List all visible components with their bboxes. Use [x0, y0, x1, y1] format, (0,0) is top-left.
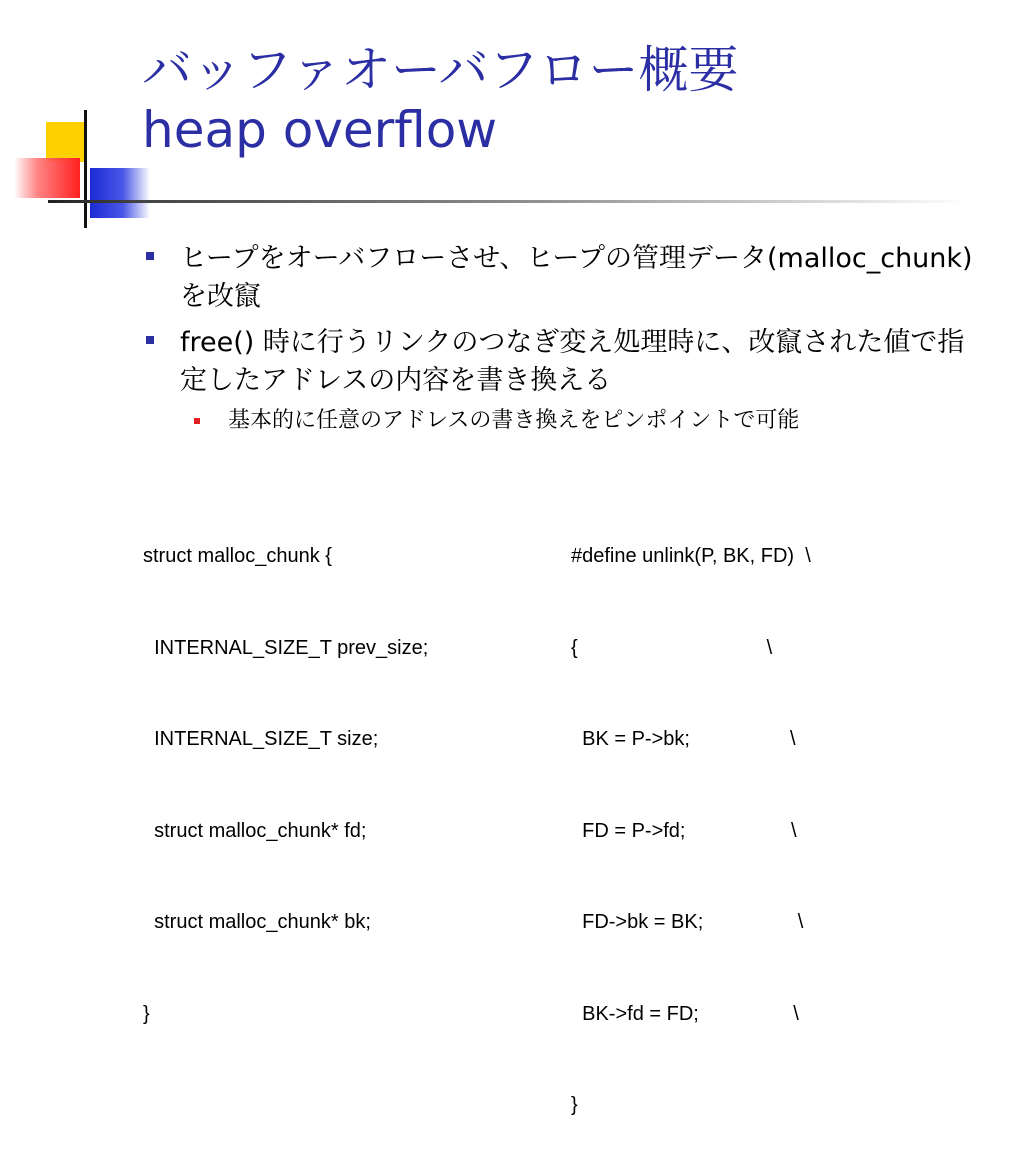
title-line-1: バッファオーバフロー概要	[142, 41, 739, 99]
title-divider	[48, 200, 968, 203]
bullet-text: free() 時に行うリンクのつなぎ変え処理時に、改竄された値で指定したアドレスの内容を書き換える	[180, 327, 965, 396]
code-line: { \	[571, 636, 773, 659]
code-line: }	[571, 1094, 578, 1116]
code-line: BK->fd = FD; \	[571, 1002, 799, 1025]
title-line-2: heap overflow	[142, 101, 498, 159]
bullet-text: ヒープをオーバフローさせ、ヒープの管理データ(malloc_chunk)を改竄	[180, 243, 973, 312]
bullet-item	[146, 324, 976, 400]
code-line: struct malloc_chunk* bk;	[143, 911, 371, 933]
logo-red-square	[14, 158, 80, 198]
code-line: struct malloc_chunk* fd;	[143, 819, 367, 842]
code-line: struct malloc_chunk {	[143, 545, 332, 567]
code-line: FD = P->fd; \	[571, 819, 797, 842]
sub-bullet-item	[194, 406, 976, 436]
code-block-unlink-macro	[571, 480, 981, 1151]
code-line: INTERNAL_SIZE_T size;	[143, 728, 379, 750]
code-line: FD->bk = BK; \	[571, 911, 804, 933]
logo-blue-square	[90, 168, 150, 218]
bullet-item	[146, 240, 976, 316]
slide-logo	[0, 0, 160, 240]
sub-bullet-text: 基本的に任意のアドレスの書き換えをピンポイントで可能	[228, 408, 800, 433]
bullet-marker	[146, 336, 154, 344]
code-line: INTERNAL_SIZE_T prev_size;	[143, 636, 429, 659]
bullet-list	[146, 240, 976, 436]
logo-yellow-square	[46, 122, 84, 162]
logo-vertical-line	[84, 110, 87, 228]
code-line: }	[143, 1002, 150, 1025]
sub-bullet-marker	[194, 418, 200, 424]
code-line: BK = P->bk; \	[571, 728, 796, 750]
code-line: #define unlink(P, BK, FD) \	[571, 545, 811, 567]
code-block-struct	[143, 480, 543, 1060]
slide-title	[142, 40, 1002, 160]
bullet-marker	[146, 252, 154, 260]
